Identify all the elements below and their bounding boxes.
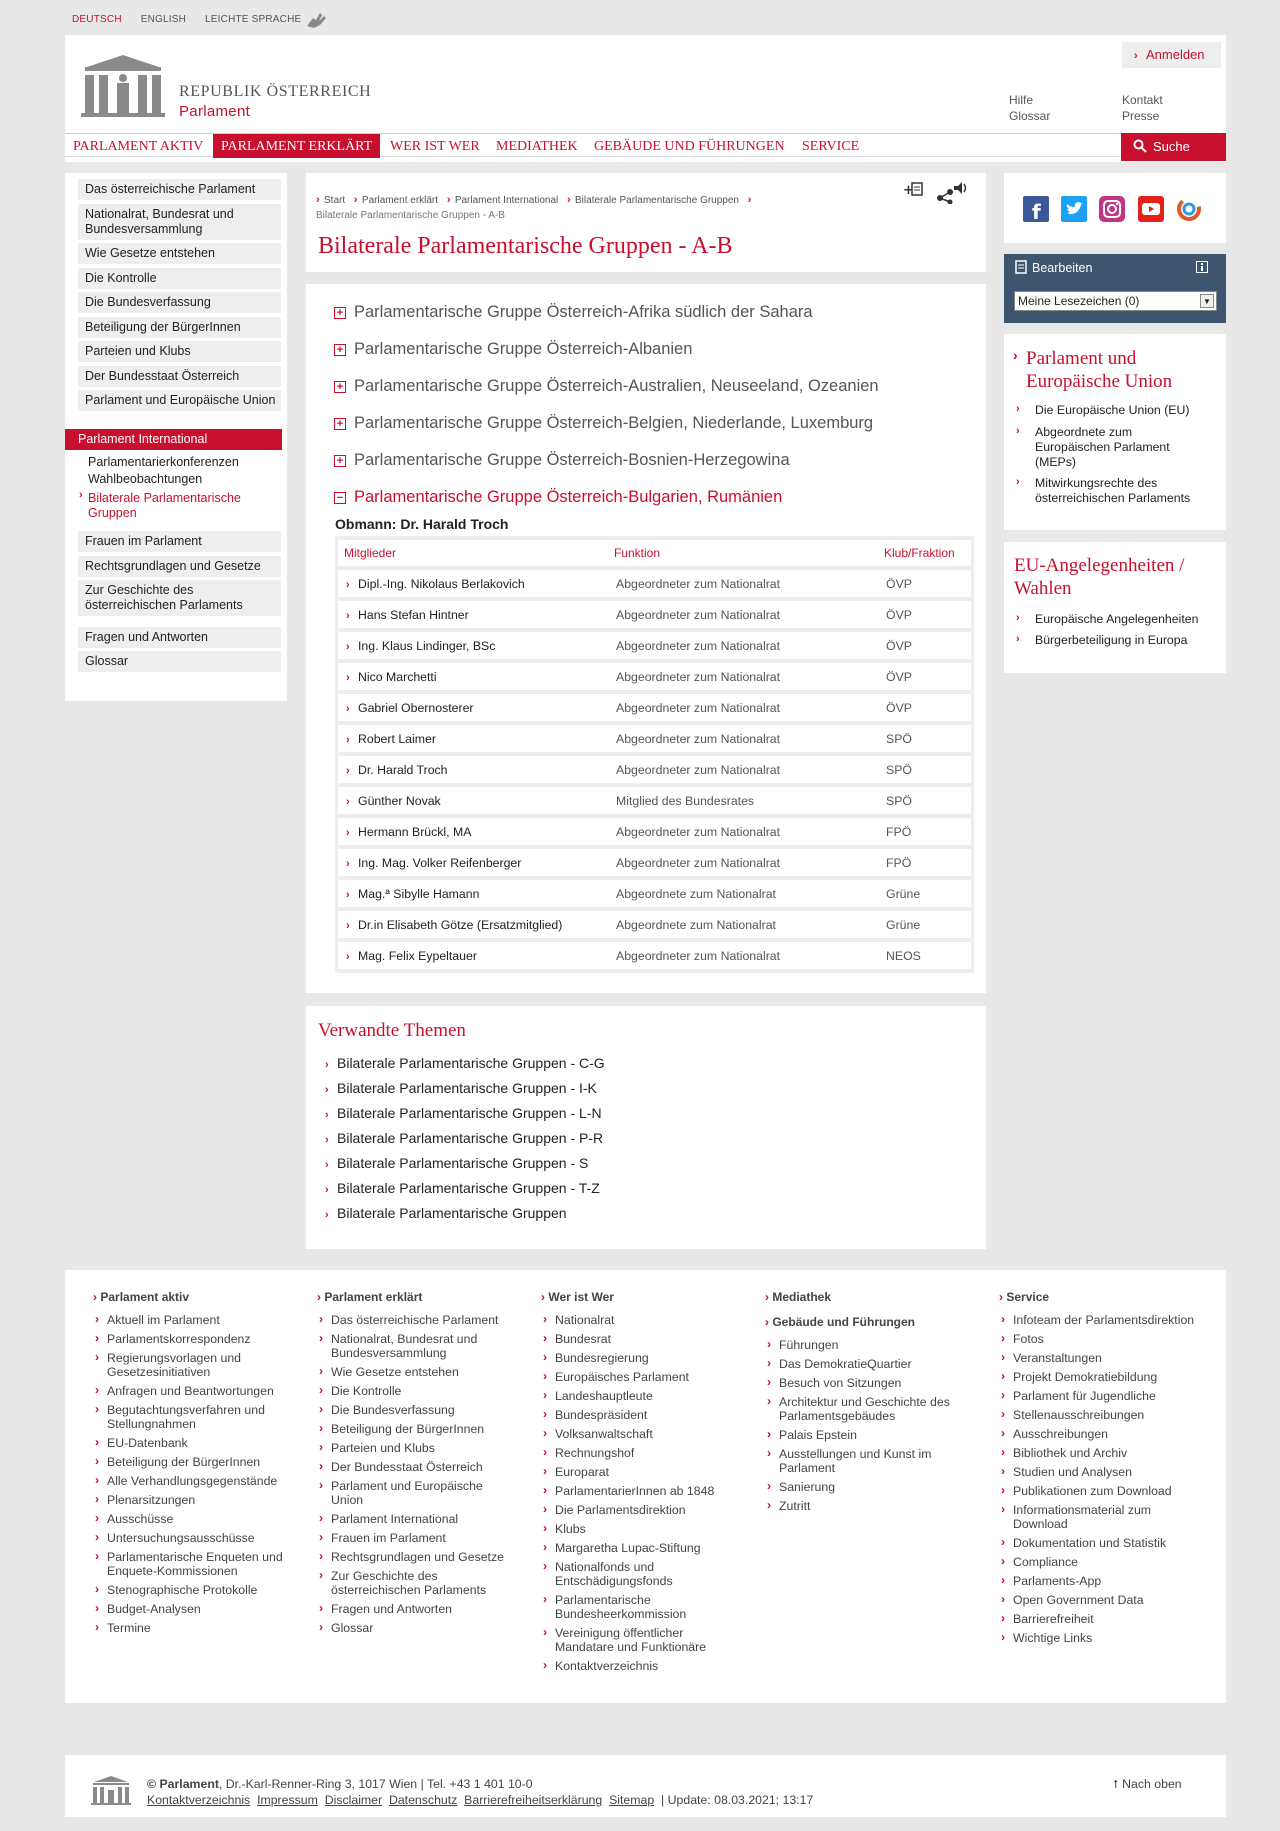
chevron-right-icon: › — [346, 950, 350, 963]
col-header-fraktion[interactable]: Klub/Fraktion — [878, 540, 971, 566]
svg-text:f: f — [1032, 200, 1041, 222]
member-function: Abgeordneter zum Nationalrat — [608, 849, 878, 876]
member-party: SPÖ — [878, 787, 971, 814]
footer-link[interactable]: › Parlamentskorrespondenz — [93, 1332, 283, 1346]
footer-legal-links — [147, 1793, 813, 1807]
chevron-right-icon: › — [346, 578, 350, 591]
footer-link[interactable]: › Budget-Analysen — [93, 1602, 283, 1616]
eu-link[interactable]: Die Europäische Union (EU) — [1035, 403, 1190, 417]
leftnav-item[interactable]: Wie Gesetze entstehen — [78, 243, 281, 264]
footer-link[interactable]: › Palais Epstein — [765, 1428, 965, 1442]
member-party: ÖVP — [878, 601, 971, 628]
footer-link[interactable]: › Nationalfonds und Entschädigungsfonds — [541, 1560, 731, 1588]
member-function: Abgeordneter zum Nationalrat — [608, 694, 878, 721]
help-link[interactable]: Hilfe — [1009, 93, 1034, 107]
footer-link[interactable]: › Nationalrat — [541, 1313, 731, 1327]
footer-legal-link[interactable]: Sitemap — [609, 1793, 655, 1807]
footer-link[interactable]: › Der Bundesstaat Österreich — [317, 1460, 507, 1474]
footer-link[interactable]: › Stellenausschreibungen — [999, 1408, 1199, 1422]
footer-column — [541, 1290, 731, 1678]
table-row[interactable] — [338, 942, 971, 969]
footer-link[interactable]: › ParlamentarierInnen ab 1848 — [541, 1484, 731, 1498]
member-party: ÖVP — [878, 694, 971, 721]
arrow-up-icon: ⭡ — [1113, 1779, 1119, 1791]
footer-link[interactable]: › Alle Verhandlungsgegenstände — [93, 1474, 283, 1488]
member-party: Grüne — [878, 880, 971, 907]
edit-label: Bearbeiten — [1032, 261, 1093, 275]
footer-legal-link[interactable]: Impressum — [257, 1793, 318, 1807]
member-party: NEOS — [878, 942, 971, 969]
leftnav-item[interactable]: Die Kontrolle — [78, 268, 281, 289]
footer-heading[interactable]: › Wer ist Wer — [541, 1290, 731, 1305]
press-link[interactable]: Presse — [1122, 109, 1160, 123]
expand-icon: + — [334, 344, 346, 356]
footer-link[interactable]: › Parlamentarische Bundesheerkommission — [541, 1593, 731, 1621]
table-row[interactable] — [338, 911, 971, 938]
member-function: Abgeordneter zum Nationalrat — [608, 570, 878, 597]
eu-affairs-link[interactable]: Bürgerbeteiligung in Europa — [1035, 633, 1188, 647]
current-chevron-icon: › — [79, 489, 83, 501]
chevron-icon: › — [1016, 612, 1020, 624]
member-name[interactable]: › Mag. Felix Eypeltauer — [338, 942, 608, 969]
footer-link[interactable]: › Studien und Analysen — [999, 1465, 1199, 1479]
leftnav-item[interactable]: Parlament und Europäische Union — [78, 390, 281, 411]
youtube-icon[interactable] — [1138, 196, 1164, 222]
chevron-right-icon: › — [346, 764, 350, 777]
footer-legal-link[interactable]: Datenschutz — [388, 1793, 458, 1807]
expand-icon: + — [334, 307, 346, 319]
related-link[interactable]: › Bilaterale Parlamentarische Gruppen - I-K — [325, 1080, 597, 1096]
language-bar — [72, 14, 317, 25]
member-party: SPÖ — [878, 725, 971, 752]
footer-link[interactable]: › Begutachtungsverfahren und Stellungnahmen — [93, 1403, 283, 1431]
footer-link[interactable]: › Kontaktverzeichnis — [541, 1659, 731, 1673]
footer-link[interactable]: › Parlament und Europäische Union — [317, 1479, 507, 1507]
footer-link[interactable]: › Untersuchungsausschüsse — [93, 1531, 283, 1545]
eu-title[interactable]: Parlament und Europäische Union — [1026, 348, 1173, 392]
footer-heading[interactable]: › Parlament erklärt — [317, 1290, 507, 1305]
footer-link[interactable]: › Nationalrat, Bundesrat und Bundesversammlung — [317, 1332, 507, 1360]
footer-link[interactable]: › Dokumentation und Statistik — [999, 1536, 1199, 1550]
footer-link[interactable]: › Europäisches Parlament — [541, 1370, 731, 1384]
expand-icon: + — [334, 455, 346, 467]
footer-link[interactable]: › Architektur und Geschichte des Parlamentsgebäudes — [765, 1395, 965, 1423]
leftnav-item[interactable]: Rechtsgrundlagen und Gesetze — [78, 556, 281, 577]
glossary-link[interactable]: Glossar — [1009, 109, 1051, 123]
footer-link[interactable]: › Die Parlamentsdirektion — [541, 1503, 731, 1517]
footer-link[interactable]: › Frauen im Parlament — [317, 1531, 507, 1545]
related-link[interactable]: › Bilaterale Parlamentarische Gruppen — [325, 1205, 567, 1221]
svg-text:+: + — [903, 183, 914, 197]
footer-column — [93, 1290, 283, 1640]
member-name[interactable]: › Dr. Harald Troch — [338, 756, 608, 783]
expand-icon: + — [334, 381, 346, 393]
chevron-down-icon: ▼ — [1200, 294, 1214, 308]
member-party: FPÖ — [878, 818, 971, 845]
footer-link[interactable]: › Besuch von Sitzungen — [765, 1376, 965, 1390]
related-link[interactable]: › Bilaterale Parlamentarische Gruppen - L-N — [325, 1105, 602, 1121]
related-link[interactable]: › Bilaterale Parlamentarische Gruppen - P-R — [325, 1130, 604, 1146]
footer-column — [317, 1290, 507, 1640]
leftnav-item[interactable]: Frauen im Parlament — [78, 531, 281, 552]
footer-link[interactable]: › Ausstellungen und Kunst im Parlament — [765, 1447, 965, 1475]
footer-link[interactable]: › Das DemokratieQuartier — [765, 1357, 965, 1371]
chevron-icon: › — [1016, 633, 1020, 645]
left-nav — [65, 173, 287, 701]
member-party: FPÖ — [878, 849, 971, 876]
related-title: Verwandte Themen — [318, 1020, 466, 1041]
footer-link[interactable]: › Landeshauptleute — [541, 1389, 731, 1403]
leftnav-subitem-current[interactable]: Bilaterale Parlamentarische Gruppen — [88, 491, 241, 520]
member-party: SPÖ — [878, 756, 971, 783]
footer-link[interactable]: › Projekt Demokratiebildung — [999, 1370, 1199, 1384]
nav-parlament-erklaert[interactable]: PARLAMENT ERKLÄRT — [213, 134, 380, 158]
footer-link[interactable]: › Open Government Data — [999, 1593, 1199, 1607]
accordion-item[interactable]: + Parlamentarische Gruppe Österreich-Australien, Neuseeland, Ozeanien — [334, 377, 879, 396]
eu-link[interactable]: Abgeordnete zum Europäischen Parlament (MEPs) — [1035, 425, 1170, 469]
footer-link[interactable]: › Compliance — [999, 1555, 1199, 1569]
footer-link[interactable]: › Barrierefreiheit — [999, 1612, 1199, 1626]
site-header — [65, 35, 1226, 162]
edit-box — [1004, 254, 1226, 323]
member-name[interactable]: › Robert Laimer — [338, 725, 608, 752]
members-table — [335, 536, 974, 973]
breadcrumb-item[interactable]: Parlament erklärt — [361, 195, 439, 206]
facebook-icon[interactable] — [1023, 196, 1049, 222]
footer — [65, 1270, 1226, 1703]
footer-link[interactable]: › Wie Gesetze entstehen — [317, 1365, 507, 1379]
member-name[interactable]: › Günther Novak — [338, 787, 608, 814]
footer-link[interactable]: › Volksanwaltschaft — [541, 1427, 731, 1441]
chevron-right-icon: › — [346, 733, 350, 746]
member-party: ÖVP — [878, 570, 971, 597]
footer-column — [765, 1290, 965, 1518]
footer-link[interactable]: › Anfragen und Beantwortungen — [93, 1384, 283, 1398]
footer-link[interactable]: › Beteiligung der BürgerInnen — [317, 1422, 507, 1436]
member-function: Abgeordnete zum Nationalrat — [608, 911, 878, 938]
footer-link[interactable]: › Fotos — [999, 1332, 1199, 1346]
member-function: Abgeordneter zum Nationalrat — [608, 632, 878, 659]
chevron-right-icon: › — [346, 888, 350, 901]
leftnav-subitem[interactable]: Parlamentarierkonferenzen — [88, 455, 239, 469]
footer-link[interactable]: › Publikationen zum Download — [999, 1484, 1199, 1498]
accordion-item-open[interactable]: − Parlamentarische Gruppe Österreich-Bulgarien, Rumänien — [334, 488, 782, 507]
edit-document-icon — [1015, 260, 1027, 274]
footer-link[interactable]: › Zur Geschichte des österreichischen Parlaments — [317, 1569, 507, 1597]
footer-link[interactable]: › Parlament für Jugendliche — [999, 1389, 1199, 1403]
member-party: Grüne — [878, 911, 971, 938]
footer-link[interactable]: › Informationsmaterial zum Download — [999, 1503, 1199, 1531]
member-function: Abgeordneter zum Nationalrat — [608, 601, 878, 628]
main-nav — [65, 133, 1226, 157]
col-header-mitglieder[interactable]: Mitglieder — [338, 540, 608, 566]
footer-heading[interactable]: › Parlament aktiv — [93, 1290, 283, 1305]
chevron-icon: › — [1016, 425, 1020, 437]
accordion-item[interactable]: + Parlamentarische Gruppe Österreich-Bosnien-Herzegowina — [334, 451, 790, 470]
related-link[interactable]: › Bilaterale Parlamentarische Gruppen - S — [325, 1155, 589, 1171]
member-name[interactable]: › Ing. Mag. Volker Reifenberger — [338, 849, 608, 876]
search-button[interactable]: Suche — [1121, 133, 1226, 161]
accordion-item[interactable]: + Parlamentarische Gruppe Österreich-Belgien, Niederlande, Luxemburg — [334, 414, 873, 433]
member-function: Abgeordnete zum Nationalrat — [608, 880, 878, 907]
twitter-icon[interactable] — [1061, 196, 1087, 222]
footer-link[interactable]: › Bundesrat — [541, 1332, 731, 1346]
breadcrumb-current: Bilaterale Parlamentarische Gruppen - A-B — [316, 210, 505, 221]
footer-link[interactable]: › Bibliothek und Archiv — [999, 1446, 1199, 1460]
footer-link[interactable]: › Bundespräsident — [541, 1408, 731, 1422]
bookmarks-select[interactable]: Meine Lesezeichen (0) ▼ — [1014, 291, 1217, 311]
leftnav-item[interactable]: Der Bundesstaat Österreich — [78, 366, 281, 387]
member-party: ÖVP — [878, 632, 971, 659]
nav-mediathek[interactable]: MEDIATHEK — [496, 139, 578, 154]
footer-link[interactable]: › Die Kontrolle — [317, 1384, 507, 1398]
search-icon — [1133, 139, 1147, 153]
footer-link[interactable]: › Sanierung — [765, 1480, 965, 1494]
social-box — [1004, 173, 1226, 243]
footer-link[interactable]: › Beteiligung der BürgerInnen — [93, 1455, 283, 1469]
table-header-row — [338, 540, 971, 566]
footer-link[interactable]: › Führungen — [765, 1338, 965, 1352]
leftnav-item[interactable]: Fragen und Antworten — [78, 627, 281, 648]
groups-box — [306, 284, 986, 993]
member-name[interactable]: › Ing. Klaus Lindinger, BSc — [338, 632, 608, 659]
chevron-right-icon: › — [346, 702, 350, 715]
footer-link[interactable]: › Glossar — [317, 1621, 507, 1635]
info-icon[interactable] — [1196, 261, 1208, 273]
footer-heading[interactable]: › Service — [999, 1290, 1199, 1305]
eu-link[interactable]: Mitwirkungsrechte des österreichischen Parlaments — [1035, 476, 1191, 505]
leftnav-item[interactable]: Beteiligung der BürgerInnen — [78, 317, 281, 338]
footer-link[interactable]: › Wichtige Links — [999, 1631, 1199, 1645]
bottom-bar — [65, 1755, 1226, 1817]
accordion-item[interactable]: + Parlamentarische Gruppe Österreich-Afrika südlich der Sahara — [334, 303, 813, 322]
leftnav-item[interactable]: Zur Geschichte des österreichischen Parlaments — [78, 580, 281, 616]
footer-link[interactable]: › Aktuell im Parlament — [93, 1313, 283, 1327]
footer-heading[interactable]: › Gebäude und Führungen — [765, 1315, 965, 1330]
footer-link[interactable]: › Fragen und Antworten — [317, 1602, 507, 1616]
leftnav-item[interactable]: Das österreichische Parlament — [78, 179, 281, 200]
footer-link[interactable]: › Parlamentarische Enqueten und Enquete-Kommissionen — [93, 1550, 283, 1578]
leftnav-subitem[interactable]: Wahlbeobachtungen — [88, 472, 203, 486]
footer-column — [999, 1290, 1199, 1650]
table-row[interactable] — [338, 849, 971, 876]
footer-link[interactable]: › Ausschreibungen — [999, 1427, 1199, 1441]
site-title[interactable]: REPUBLIK ÖSTERREICH — [179, 83, 372, 100]
nav-parlament-aktiv[interactable]: PARLAMENT AKTIV — [73, 139, 204, 154]
title-box — [306, 173, 986, 272]
chevron-icon: › — [1016, 476, 1020, 488]
breadcrumb: › Start › Parlament erklärt › Parlament International › Bilaterale Parlamentarische Gruppen ›Bilaterale Parlamentarische Gruppen - A-B — [316, 194, 752, 221]
col-header-funktion[interactable]: Funktion — [608, 540, 878, 566]
member-name[interactable]: › Dr.in Elisabeth Götze (Ersatzmitglied) — [338, 911, 608, 938]
leftnav-item[interactable]: Die Bundesverfassung — [78, 292, 281, 313]
chevron-right-icon: › — [346, 826, 350, 839]
breadcrumb-item[interactable]: Parlament International — [454, 195, 559, 206]
footer-legal-link[interactable]: Disclaimer — [324, 1793, 383, 1807]
table-row[interactable] — [338, 632, 971, 659]
member-function: Mitglied des Bundesrates — [608, 787, 878, 814]
share-read-icon[interactable] — [936, 180, 972, 204]
footer-link[interactable]: › Infoteam der Parlamentsdirektion — [999, 1313, 1199, 1327]
member-name[interactable]: › Dipl.-Ing. Nikolaus Berlakovich — [338, 570, 608, 597]
footer-link[interactable]: › EU-Datenbank — [93, 1436, 283, 1450]
member-function: Abgeordneter zum Nationalrat — [608, 818, 878, 845]
collapse-icon: − — [334, 492, 346, 504]
footer-link[interactable]: › Das österreichische Parlament — [317, 1313, 507, 1327]
member-name[interactable]: › Mag.ª Sibylle Hamann — [338, 880, 608, 907]
member-name[interactable]: › Hermann Brückl, MA — [338, 818, 608, 845]
parliament-logo-icon[interactable] — [79, 53, 167, 117]
lang-english[interactable]: ENGLISH — [140, 14, 187, 25]
footer-link[interactable]: › Regierungsvorlagen und Gesetzesinitiativen — [93, 1351, 283, 1379]
title-chevron-icon: › — [1013, 347, 1018, 363]
back-to-top-link[interactable]: ⭡ Nach oben — [1113, 1777, 1182, 1791]
table-row[interactable] — [338, 880, 971, 907]
table-row[interactable] — [338, 694, 971, 721]
leftnav-item[interactable]: Parteien und Klubs — [78, 341, 281, 362]
footer-legal-link[interactable]: Barrierefreiheitserklärung — [464, 1793, 603, 1807]
chevron-right-icon: › — [346, 640, 350, 653]
footer-link[interactable]: › Stenographische Protokolle — [93, 1583, 283, 1597]
table-row[interactable] — [338, 570, 971, 597]
table-row[interactable] — [338, 787, 971, 814]
accordion-item[interactable]: + Parlamentarische Gruppe Österreich-Albanien — [334, 340, 692, 359]
chevron-icon: › — [1016, 403, 1020, 415]
member-function: Abgeordneter zum Nationalrat — [608, 663, 878, 690]
leftnav-item[interactable]: Glossar — [78, 651, 281, 672]
footer-link[interactable]: › Klubs — [541, 1522, 731, 1536]
lang-deutsch[interactable]: DEUTSCH — [72, 14, 122, 25]
footer-link[interactable]: › Plenarsitzungen — [93, 1493, 283, 1507]
parliament-small-logo-icon[interactable] — [90, 1775, 132, 1805]
footer-link[interactable]: › Parlaments-App — [999, 1574, 1199, 1588]
footer-link[interactable]: › Veranstaltungen — [999, 1351, 1199, 1365]
eu-box — [1004, 334, 1226, 530]
member-name[interactable]: › Gabriel Obernosterer — [338, 694, 608, 721]
nav-service[interactable]: SERVICE — [802, 139, 860, 154]
table-row[interactable] — [338, 663, 971, 690]
site-subtitle[interactable]: Parlament — [179, 103, 251, 120]
footer-link[interactable]: › Europarat — [541, 1465, 731, 1479]
footer-link[interactable]: › Ausschüsse — [93, 1512, 283, 1526]
eu-affairs-box — [1004, 542, 1226, 673]
footer-link[interactable]: › Zutritt — [765, 1499, 965, 1513]
footer-link[interactable]: › Vereinigung öffentlicher Mandatare und Funktionäre — [541, 1626, 731, 1654]
footer-heading[interactable]: › Mediathek — [765, 1290, 965, 1305]
expand-icon: + — [334, 418, 346, 430]
related-topics-box — [306, 1006, 986, 1249]
footer-link[interactable]: › Parlament International — [317, 1512, 507, 1526]
footer-address: © Parlament, Dr.-Karl-Renner-Ring 3, 1017 Wien | Tel. +43 1 401 10-0 — [147, 1777, 533, 1791]
login-button[interactable]: › Anmelden — [1122, 42, 1221, 68]
add-bookmark-icon[interactable] — [903, 181, 925, 197]
chevron-right-icon: › — [346, 795, 350, 808]
chevron-right-icon: › — [346, 857, 350, 870]
contact-link[interactable]: Kontakt — [1122, 93, 1163, 107]
table-row[interactable] — [338, 818, 971, 845]
member-party: ÖVP — [878, 663, 971, 690]
member-name[interactable]: › Hans Stefan Hintner — [338, 601, 608, 628]
chevron-right-icon: › — [346, 671, 350, 684]
table-row[interactable] — [338, 601, 971, 628]
leftnav-item[interactable]: Nationalrat, Bundesrat und Bundesversammlung — [78, 204, 281, 240]
footer-legal-link[interactable]: Kontaktverzeichnis — [147, 1793, 251, 1807]
breadcrumb-item[interactable]: Bilaterale Parlamentarische Gruppen — [575, 195, 739, 206]
page-title: Bilaterale Parlamentarische Gruppen - A-B — [318, 233, 733, 259]
footer-link[interactable]: › Margaretha Lupac-Stiftung — [541, 1541, 731, 1555]
leftnav-item-active[interactable]: Parlament International — [65, 429, 282, 450]
footer-link[interactable]: › Die Bundesverfassung — [317, 1403, 507, 1417]
eu-affairs-link[interactable]: Europäische Angelegenheiten — [1035, 612, 1199, 626]
chevron-right-icon: › — [346, 609, 350, 622]
footer-link[interactable]: › Bundesregierung — [541, 1351, 731, 1365]
related-link[interactable]: › Bilaterale Parlamentarische Gruppen - T-Z — [325, 1180, 600, 1196]
footer-link[interactable]: › Rechtsgrundlagen und Gesetze — [317, 1550, 507, 1564]
breadcrumb-item[interactable]: Start — [324, 195, 346, 206]
sign-language-icon[interactable] — [304, 10, 330, 30]
table-row[interactable] — [338, 756, 971, 783]
footer-link[interactable]: › Termine — [93, 1621, 283, 1635]
obmann-label: Obmann: Dr. Harald Troch — [335, 516, 509, 532]
footer-link[interactable]: › Parteien und Klubs — [317, 1441, 507, 1455]
footer-update: | Update: 08.03.2021; 13:17 — [661, 1793, 814, 1807]
related-link[interactable]: › Bilaterale Parlamentarische Gruppen - C-G — [325, 1055, 605, 1071]
member-function: Abgeordneter zum Nationalrat — [608, 756, 878, 783]
instagram-icon[interactable] — [1099, 196, 1125, 222]
lang-leichte-sprache[interactable]: LEICHTE SPRACHE — [205, 14, 302, 25]
chevron-right-icon: › — [346, 919, 350, 932]
member-function: Abgeordneter zum Nationalrat — [608, 942, 878, 969]
member-name[interactable]: › Nico Marchetti — [338, 663, 608, 690]
member-function: Abgeordneter zum Nationalrat — [608, 725, 878, 752]
table-row[interactable] — [338, 725, 971, 752]
nav-gebaeude-fuehrungen[interactable]: GEBÄUDE UND FÜHRUNGEN — [594, 139, 785, 154]
nav-wer-ist-wer[interactable]: WER IST WER — [390, 139, 480, 154]
footer-link[interactable]: › Rechnungshof — [541, 1446, 731, 1460]
eu-affairs-title: EU-Angelegenheiten / Wahlen — [1014, 555, 1185, 599]
podcast-icon[interactable] — [1176, 196, 1202, 222]
